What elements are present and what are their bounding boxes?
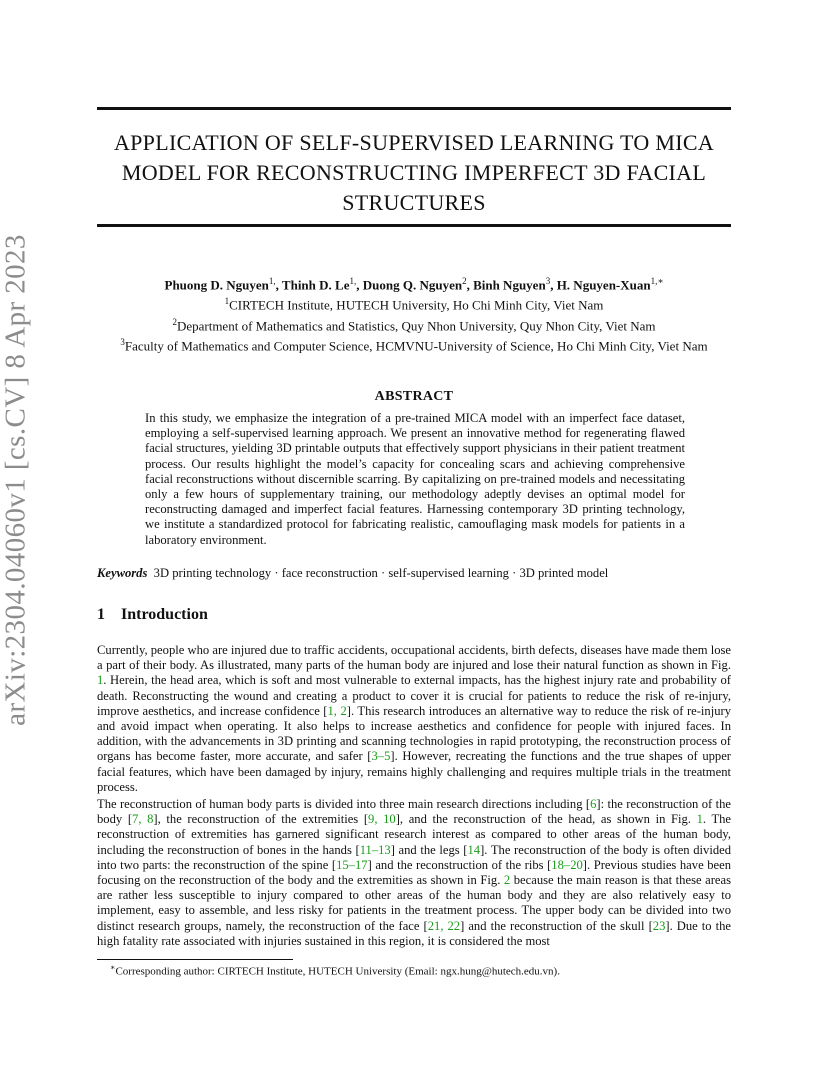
keywords-items: 3D printing technology · face reconstruction · self-supervised learning · 3D printed model bbox=[153, 566, 609, 580]
footnote-rule bbox=[97, 959, 293, 960]
affiliation-3 bbox=[97, 334, 731, 354]
author-4: Binh Nguyen bbox=[473, 277, 546, 293]
author-2-sup: 1, bbox=[349, 276, 357, 286]
para1-text-2: . Herein, the head area, which is soft and most vulnerable to external impacts, has the highest injury rate and probability of death. Reconstructing the wound and creating a product to cover it is crucial for patients to reduce the risk of re-injury, improve aesthetics, and increase confidence [ bbox=[97, 673, 731, 718]
title-top-rule bbox=[97, 107, 731, 110]
keywords-line bbox=[97, 566, 731, 581]
affiliation-1 bbox=[97, 293, 731, 313]
author-2: Thinh D. Le bbox=[281, 277, 350, 293]
citation-link[interactable]: 23 bbox=[652, 918, 666, 933]
citation-link[interactable]: 6 bbox=[590, 797, 597, 811]
affiliation-3-sup: 3 bbox=[120, 336, 125, 347]
paper-title bbox=[97, 128, 731, 218]
intro-paragraph-1 bbox=[97, 643, 731, 795]
citation-link[interactable]: 3–5 bbox=[371, 749, 391, 764]
keywords-label: Keywords bbox=[97, 566, 148, 580]
affiliation-2-text: Department of Mathematics and Statistics, Quy Nhon University, Quy Nhon City, Viet Nam bbox=[176, 317, 656, 333]
para2-text-1: The reconstruction of human body parts is divided into three main research directions including [ bbox=[97, 797, 591, 811]
fig-ref-link[interactable]: 1 bbox=[696, 812, 703, 827]
para1-text-4: ]. However, recreating the functions and the true shapes of upper facial features, which have been damaged by injury, remains highly challenging and requires multiple trials in the treatment process. bbox=[97, 749, 731, 794]
affiliation-2 bbox=[97, 314, 731, 334]
para2-text-10: because the main reason is that these areas are rather less susceptible to injury compared to other areas of the human body and they are also relatively easy to implement, easy to assemble, and less risky for patients in the treatment process. The upper body can be divided into two distinct research groups, namely, the reconstruction of the face [ bbox=[97, 873, 731, 933]
affiliation-1-text: CIRTECH Institute, HUTECH University, Ho Chi Minh City, Viet Nam bbox=[229, 297, 604, 313]
para2-text-12: ]. Due to the high fatality rate associated with injuries sustained in this region, it is considered the most bbox=[97, 918, 732, 948]
citation-link[interactable]: 11–13 bbox=[359, 842, 391, 857]
para2-text-3: ], the reconstruction of the extremities [ bbox=[153, 812, 369, 827]
affiliation-2-sup: 2 bbox=[172, 316, 177, 327]
footnote bbox=[110, 963, 560, 978]
citation-link[interactable]: 14 bbox=[467, 842, 481, 857]
citation-link[interactable]: 21, 22 bbox=[427, 918, 461, 933]
citation-link[interactable]: 7, 8 bbox=[132, 812, 154, 827]
affiliation-1-sup: 1 bbox=[224, 296, 230, 307]
title-line-2: MODEL FOR RECONSTRUCTING IMPERFECT 3D FACIAL bbox=[121, 160, 707, 185]
para2-text-7: ]. The reconstruction of the body is often divided into two parts: the reconstruction of the spine [ bbox=[97, 842, 731, 872]
author-names: Phuong D. Nguyen$^{1,}$, Thinh D. $Le^{1,}$, Duong Q. Nguyen$^2$, Binh Nguyen$^3$, H. Nguyen-Xuan$^{1,∗}$ bbox=[164, 276, 664, 293]
section-heading bbox=[97, 606, 208, 624]
para2-text-11: ] and the reconstruction of the skull [ bbox=[460, 918, 653, 933]
para2-text-4: ], and the reconstruction of the head, as shown in Fig. bbox=[395, 812, 697, 827]
author-block bbox=[97, 273, 731, 354]
section-number: 1 bbox=[97, 606, 105, 623]
author-1: Phuong D. Nguyen bbox=[164, 277, 269, 293]
para1-text-1: Currently, people who are injured due to traffic accidents, occupational accidents, birth defects, diseases have made them lose a part of their body. As illustrated, many parts of the human body are injured and lose their natural function as shown in Fig. bbox=[97, 643, 731, 673]
arxiv-stamp-text: arXiv:2304.04060v1 [cs.CV] 8 Apr 2023 bbox=[0, 234, 32, 726]
author-3-sup: 2 bbox=[462, 276, 467, 286]
author-4-sup: 3 bbox=[545, 276, 551, 286]
para2-text-8: ] and the reconstruction of the ribs [ bbox=[367, 857, 552, 872]
abstract-heading: ABSTRACT bbox=[374, 389, 454, 404]
para1-text-3: ]. This research introduces an alternative way to reduce the risk of re-injury and avoid impact when operating. It also helps to increase aesthetics and confidence for people with injured faces. In addition, with the advancements in 3D printing and scanning technologies in rapid prototyping, the reconstruction process of organs has become faster, more accurate, and safer [ bbox=[97, 703, 731, 764]
citation-link[interactable]: 18–20 bbox=[551, 857, 583, 872]
para2-text-9: ]. Previous studies have been focusing on the reconstruction of the body and the extremities as shown in Fig. bbox=[97, 857, 731, 888]
title-bottom-rule bbox=[97, 224, 731, 227]
author-1-sup: 1, bbox=[268, 276, 276, 286]
footnote-marker: ∗ bbox=[110, 963, 116, 972]
footnote-text: Corresponding author: CIRTECH Institute, HUTECH University (Email: ngx.hung@hutech.edu.vn). bbox=[115, 965, 560, 978]
author-3: Duong Q. Nguyen bbox=[362, 277, 463, 293]
citation-link[interactable]: 1, 2 bbox=[327, 703, 347, 718]
author-5-sup: 1,∗ bbox=[650, 276, 664, 286]
fig-ref-link[interactable]: 2 bbox=[503, 873, 511, 888]
para2-text-5: . The reconstruction of extremities has garnered significant research interest as compared to other areas of the human body, including the reconstruction of bones in the hands [ bbox=[97, 812, 732, 857]
citation-link[interactable]: 15–17 bbox=[336, 857, 368, 872]
para2-text-6: ] and the legs [ bbox=[390, 842, 468, 857]
para2-text-2: ]: the reconstruction of the body [ bbox=[97, 797, 731, 827]
citation-link[interactable]: 9, 10 bbox=[368, 812, 396, 827]
author-5: H. Nguyen-Xuan bbox=[556, 277, 651, 293]
title-line-1: APPLICATION OF SELF-SUPERVISED LEARNING TO MICA bbox=[113, 130, 715, 155]
section-title: Introduction bbox=[121, 606, 208, 623]
abstract-body: In this study, we emphasize the integration of a pre-trained MICA model with an imperfect face dataset, employing a self-supervised learning approach. We present an innovative method for regenerating flawed facial structures, yielding 3D printable outputs that effectively support physicians in their patient treatment process. Our results highlight the model’s capacity for concealing scars and achieving comprehensive facial reconstructions without discernible scarring. By capitalizing on pre-trained models and necessitating only a few hours of supplementary training, our methodology adeptly devises an optimal model for reconstructing damaged and imperfect facial features. Harnessing contemporary 3D printing technology, we institute a standardized protocol for fabricating realistic, camouflaging mask models for patients in a laboratory environment. bbox=[145, 411, 685, 547]
affiliation-3-text: Faculty of Mathematics and Computer Science, HCMVNU-University of Science, Ho Chi Minh City, Viet Nam bbox=[124, 338, 708, 354]
fig-ref-link[interactable]: 1 bbox=[97, 673, 104, 688]
intro-paragraph-2 bbox=[97, 797, 731, 949]
title-line-3: STRUCTURES bbox=[342, 190, 486, 215]
